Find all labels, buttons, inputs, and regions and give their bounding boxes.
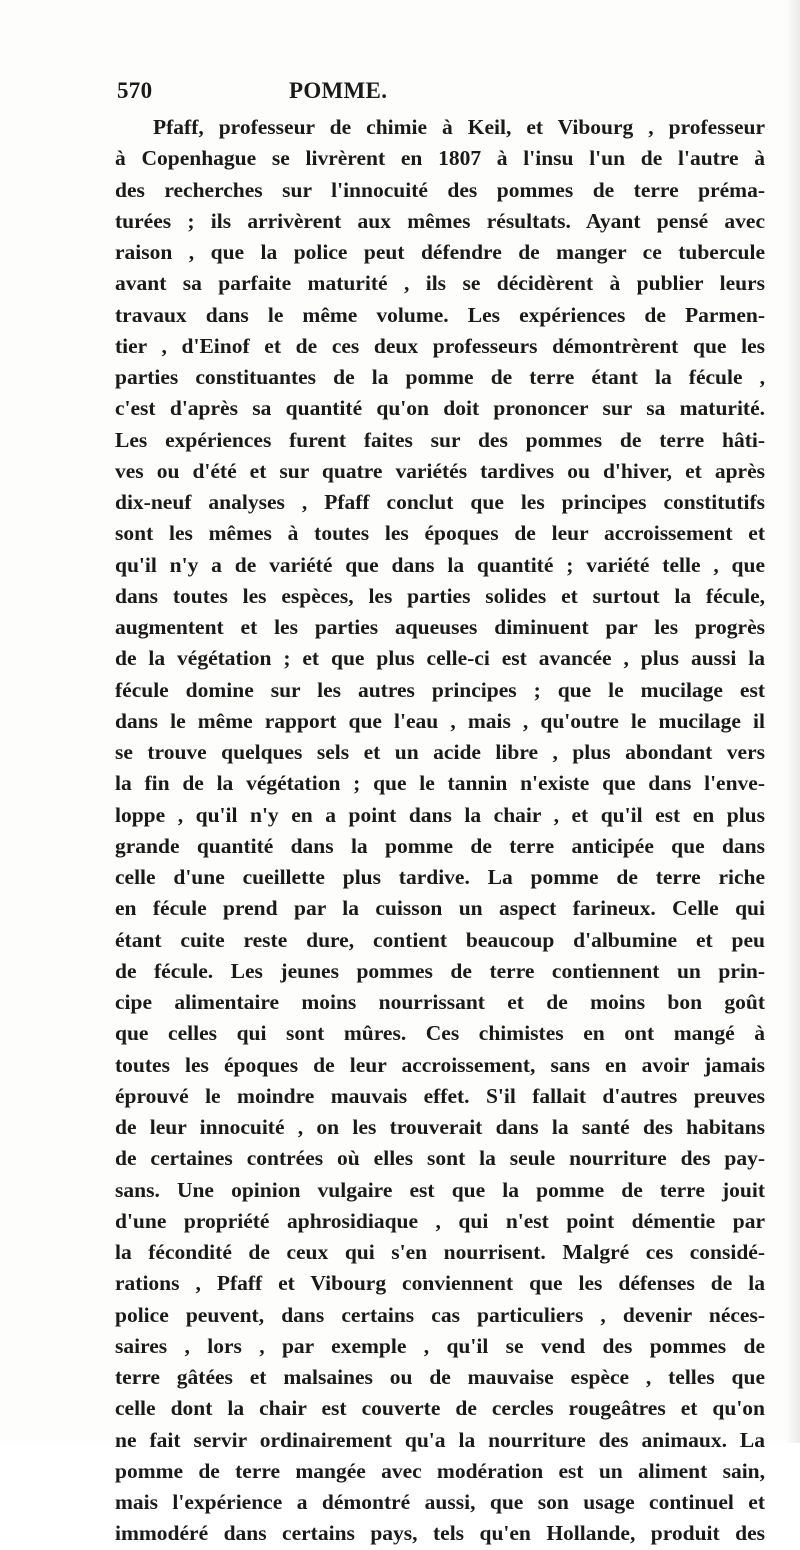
- text-line: grande quantité dans la pomme de terre anticipée que dans: [115, 833, 765, 858]
- running-title: POMME.: [289, 78, 388, 103]
- text-line: loppe , qu'il n'y en a point dans la chair , et qu'il est en plus: [115, 802, 765, 827]
- text-line: se trouve quelques sels et un acide libre , plus abondant vers: [115, 740, 765, 764]
- text-line: qu'il n'y a de variété que dans la quantité ; variété telle , que: [115, 552, 765, 577]
- text-line: de certaines contrées où elles sont la seule nourriture des pay-: [115, 1146, 765, 1171]
- text-line: Pfaff, professeur de chimie à Keil, et Vibourg , professeur: [153, 115, 765, 139]
- text-line: avant sa parfaite maturité , ils se décidèrent à publier leurs: [115, 271, 765, 296]
- text-line: dans toutes les espèces, les parties solides et surtout la fécule,: [115, 583, 765, 608]
- text-line: de leur innocuité , on les trouverait dans la santé des habitans: [115, 1115, 765, 1139]
- page-header: [117, 78, 677, 108]
- text-line: immodéré dans certains pays, tels qu'en Hollande, produit des: [115, 1521, 765, 1546]
- text-line: éprouvé le moindre mauvais effet. S'il fallait d'autres preuves: [115, 1083, 765, 1108]
- text-line: Les expériences furent faites sur des pommes de terre hâti-: [115, 427, 765, 452]
- text-line: saires , lors , par exemple , qu'il se vend des pommes de: [115, 1333, 765, 1358]
- text-line: fécule domine sur les autres principes ; que le mucilage est: [115, 677, 765, 702]
- text-line: parties constituantes de la pomme de terre étant la fécule ,: [115, 365, 765, 389]
- text-line: ne fait servir ordinairement qu'a la nourriture des animaux. La: [115, 1427, 765, 1452]
- text-line: en fécule prend par la cuisson un aspect farineux. Celle qui: [115, 896, 765, 921]
- text-line: tier , d'Einof et de ces deux professeurs démontrèrent que les: [115, 333, 765, 358]
- text-line: de fécule. Les jeunes pommes de terre contiennent un prin-: [115, 958, 765, 983]
- text-line: raison , que la police peut défendre de manger ce tubercule: [115, 240, 765, 264]
- text-line: cipe alimentaire moins nourrissant et de moins bon goût: [115, 990, 765, 1014]
- page-edge-shadow: [786, 0, 800, 1443]
- text-line: la fécondité de ceux qui s'en nourrisent. Malgré ces considé-: [115, 1240, 765, 1264]
- text-line: ves ou d'été et sur quatre variétés tardives ou d'hiver, et après: [115, 458, 765, 483]
- text-line: rations , Pfaff et Vibourg conviennent que les défenses de la: [115, 1271, 765, 1296]
- text-line: étant cuite reste dure, contient beaucoup d'albumine et peu: [115, 927, 765, 952]
- text-line: pomme de terre mangée avec modération est un aliment sain,: [115, 1458, 765, 1483]
- text-line: des recherches sur l'innocuité des pommes de terre préma-: [115, 177, 765, 202]
- text-line: d'une propriété aphrosidiaque , qui n'est point démentie par: [115, 1208, 765, 1233]
- body-paragraph: [115, 112, 765, 1550]
- text-line: celle dont la chair est couverte de cercles rougeâtres et qu'on: [115, 1396, 765, 1421]
- text-line: sans. Une opinion vulgaire est que la pomme de terre jouit: [115, 1177, 765, 1202]
- text-line: augmentent et les parties aqueuses diminuent par les progrès: [115, 615, 765, 639]
- text-line: mais l'expérience a démontré aussi, que son usage continuel et: [115, 1490, 765, 1514]
- text-line: police peuvent, dans certains cas particuliers , devenir néces-: [115, 1302, 765, 1327]
- text-line: la fin de la végétation ; que le tannin n'existe que dans l'enve-: [115, 771, 765, 796]
- text-line: celle d'une cueillette plus tardive. La pomme de terre riche: [115, 865, 765, 889]
- text-line: c'est d'après sa quantité qu'on doit prononcer sur sa maturité.: [115, 396, 765, 421]
- text-line: dans le même rapport que l'eau , mais , qu'outre le mucilage il: [115, 708, 765, 733]
- text-line: à Copenhague se livrèrent en 1807 à l'insu l'un de l'autre à: [115, 146, 765, 171]
- text-line: de la végétation ; et que plus celle-ci est avancée , plus aussi la: [115, 646, 765, 671]
- page-number: 570: [117, 78, 153, 103]
- text-line: turées ; ils arrivèrent aux mêmes résultats. Ayant pensé avec: [115, 208, 765, 233]
- text-line: que celles qui sont mûres. Ces chimistes en ont mangé à: [115, 1021, 765, 1046]
- text-line: sont les mêmes à toutes les époques de leur accroissement et: [115, 521, 765, 546]
- text-line: travaux dans le même volume. Les expériences de Parmen-: [115, 302, 765, 327]
- text-line: terre gâtées et malsaines ou de mauvaise espèce , telles que: [115, 1365, 765, 1389]
- text-line: toutes les époques de leur accroissement, sans en avoir jamais: [115, 1052, 765, 1077]
- text-line: dix-neuf analyses , Pfaff conclut que les principes constitutifs: [115, 490, 765, 514]
